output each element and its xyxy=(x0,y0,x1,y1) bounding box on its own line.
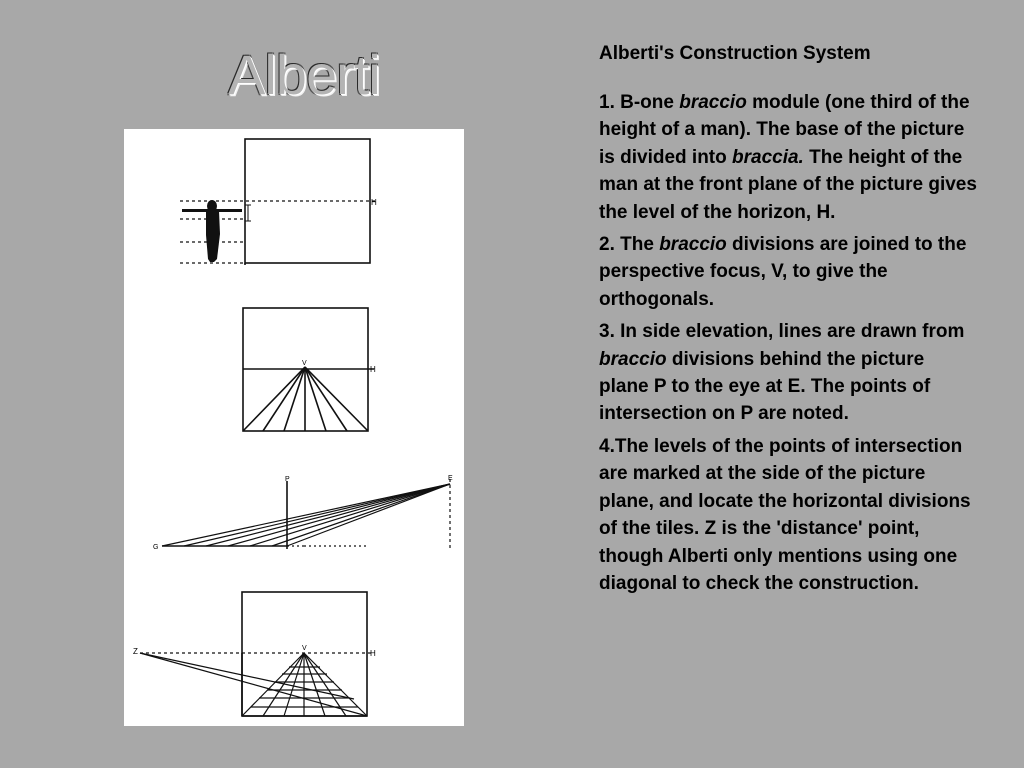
step-1-text-e: The height of the man at the front plane of the picture gives the level of the horizon, H. xyxy=(599,146,977,223)
label-v-1: V xyxy=(302,360,307,367)
content-heading: Alberti's Construction System xyxy=(599,43,871,64)
panel-3-side-elevation xyxy=(162,479,450,549)
label-h-1: H xyxy=(371,198,377,207)
step-1-term-braccia: braccia. xyxy=(732,146,804,168)
step-4 xyxy=(599,433,979,597)
step-1 xyxy=(599,89,979,226)
step-1-text-c: module (one third of the height of a man). The base of the picture is divided into xyxy=(599,92,970,168)
step-4-text-a: 4.The levels of the points of intersection are marked at the side of the picture plane, and locate the horizontal divisions of the tiles. Z is the 'distance' point, though Alberti only mentions using one diagonal to check the construction. xyxy=(599,435,971,594)
step-3-text-a: 3. In side elevation, lines are drawn from xyxy=(599,321,965,343)
step-1-text-a: 1. B-one xyxy=(599,92,680,113)
label-v-2: V xyxy=(302,645,307,652)
panel-2-orthogonals xyxy=(243,308,374,431)
step-3-term-braccio: braccio xyxy=(599,348,667,370)
text-panel xyxy=(599,40,979,602)
alberti-diagram-figure xyxy=(124,129,464,726)
crucifix-figure xyxy=(182,200,242,262)
label-g: G xyxy=(153,544,159,551)
alberti-diagram xyxy=(124,129,464,726)
step-2-term-braccio: braccio xyxy=(659,234,727,256)
label-p: P xyxy=(285,476,290,483)
step-3 xyxy=(599,318,979,428)
step-3-text-c: divisions behind the picture plane P to the eye at E. The points of intersection on P are noted. xyxy=(599,348,931,425)
label-z: Z xyxy=(133,647,138,656)
label-h-3: H xyxy=(370,649,376,658)
step-2-text-a: 2. The xyxy=(599,234,660,256)
step-1-term-braccio: braccio xyxy=(679,92,747,113)
label-h-2: H xyxy=(370,365,376,374)
step-2-text-c: divisions are joined to the perspective focus, V, to give the orthogonals. xyxy=(599,234,967,310)
label-e: E xyxy=(448,475,453,482)
slide-title: Alberti xyxy=(228,43,380,106)
step-2 xyxy=(599,231,979,313)
panel-4-tiled-floor xyxy=(140,592,374,716)
